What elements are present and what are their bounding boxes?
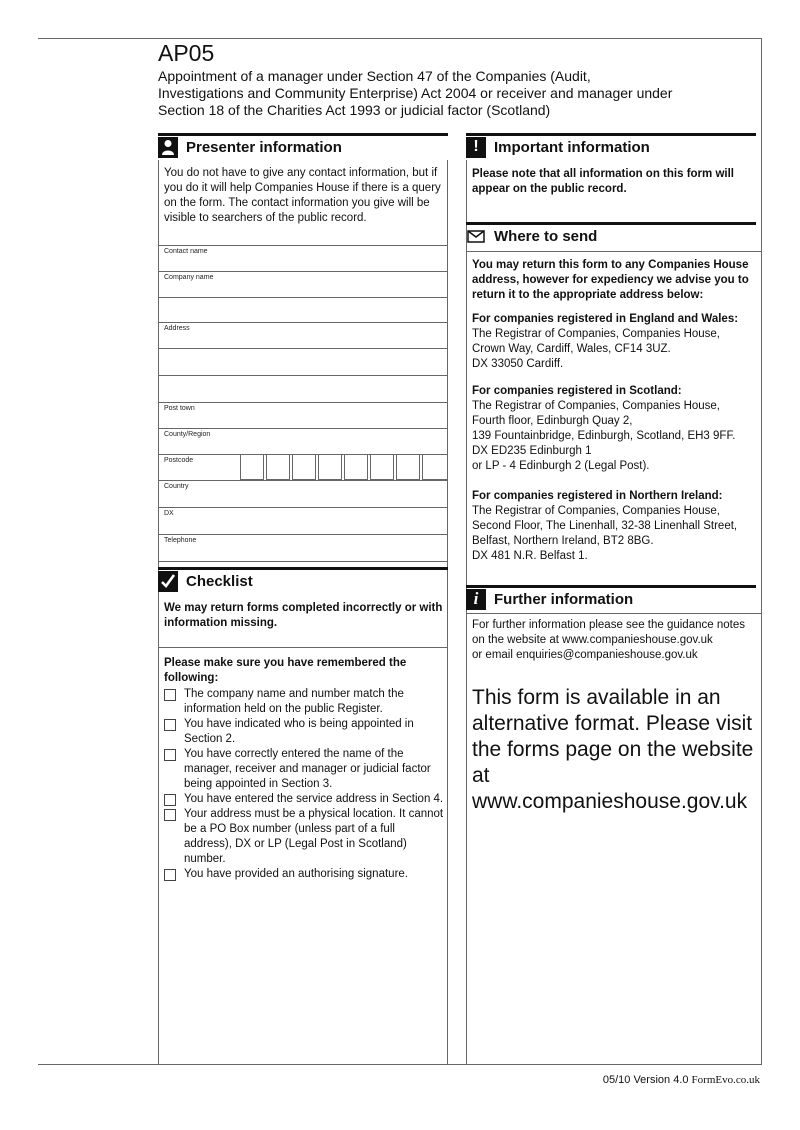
checkbox[interactable] xyxy=(164,869,176,881)
postcode-box[interactable] xyxy=(370,455,394,480)
address-line: DX 33050 Cardiff. xyxy=(472,358,564,370)
further-line: on the website at www.companieshouse.gov.uk xyxy=(472,634,713,646)
checklist-item[interactable] xyxy=(164,792,444,807)
footer xyxy=(603,1074,760,1086)
person-icon xyxy=(158,137,178,158)
where-to-send-heading-label: Where to send xyxy=(494,227,598,245)
company-name-line-2[interactable] xyxy=(158,297,447,324)
footer-version: 05/10 Version 4.0 xyxy=(602,1074,689,1086)
presenter-heading-label: Presenter information xyxy=(186,138,342,156)
checklist-item[interactable] xyxy=(164,717,444,747)
address-line: DX ED235 Edinburgh 1 xyxy=(472,445,592,457)
where-to-send-heading xyxy=(466,222,756,247)
post-town-field[interactable] xyxy=(158,402,447,429)
checkbox[interactable] xyxy=(164,749,176,761)
footer-brand: FormEvo.co.uk xyxy=(691,1074,760,1086)
company-name-field[interactable] xyxy=(158,271,447,298)
scotland-address-block xyxy=(472,384,760,474)
bottom-rule xyxy=(38,1064,762,1065)
further-divider xyxy=(466,613,761,614)
address-line: The Registrar of Companies, Companies House, xyxy=(472,328,721,340)
checklist-item-text: You have indicated who is being appointed in Section 2. xyxy=(184,718,414,745)
checklist-item-text: The company name and number match the information held on the public Register. xyxy=(184,688,404,715)
presenter-intro: You do not have to give any contact information, but if you do it will help Companies House if there is a query on the form. The contact information you give will be visible to searchers of the public record. xyxy=(164,167,441,224)
alternative-format-note: This form is available in an alternative format. Please visit the forms page on the website at www.companieshouse.gov.uk xyxy=(472,686,754,813)
where-to-send-intro: You may return this form to any Companies House address, however for expediency we advise you to return it to the appropriate address below: xyxy=(472,259,749,301)
checklist-item[interactable] xyxy=(164,807,444,867)
envelope-icon xyxy=(466,226,486,247)
checkmark-icon xyxy=(158,571,178,592)
checklist-item-text: Your address must be a physical location. It cannot be a PO Box number (unless part of a full address), DX or LP (Legal Post in Scotland) number. xyxy=(184,808,444,865)
county-field[interactable] xyxy=(158,428,447,455)
exclamation-icon: ! xyxy=(466,137,486,158)
postcode-box[interactable] xyxy=(266,455,290,480)
important-heading-label: Important information xyxy=(494,138,650,156)
telephone-field[interactable] xyxy=(158,534,447,562)
checklist-item-text: You have correctly entered the name of the manager, receiver and manager or judicial factor being appointed in Section 3. xyxy=(184,748,431,790)
address-line: The Registrar of Companies, Companies House, xyxy=(472,505,721,517)
address-line: The Registrar of Companies, Companies House, xyxy=(472,400,721,412)
country-field[interactable] xyxy=(158,480,447,507)
address-line: 139 Fountainbridge, Edinburgh, Scotland, EH3 9FF. xyxy=(472,430,736,442)
address-field[interactable] xyxy=(158,322,447,349)
dx-label: DX xyxy=(164,510,174,517)
right-column-border xyxy=(466,160,467,1064)
further-text xyxy=(472,618,760,663)
checklist-warning: We may return forms completed incorrectly or with information missing. xyxy=(164,602,443,629)
presenter-heading xyxy=(158,133,448,158)
checklist-heading-label: Checklist xyxy=(186,572,253,590)
important-heading xyxy=(466,133,756,158)
address-line: Crown Way, Cardiff, Wales, CF14 3UZ. xyxy=(472,343,671,355)
where-to-send-divider xyxy=(466,251,761,252)
contact-name-field[interactable] xyxy=(158,245,447,272)
address-line: Fourth floor, Edinburgh Quay 2, xyxy=(472,415,633,427)
checklist-item[interactable] xyxy=(164,867,444,882)
contact-name-label: Contact name xyxy=(164,248,208,255)
form-header xyxy=(158,40,678,119)
checklist-item[interactable] xyxy=(164,747,444,792)
further-heading xyxy=(466,585,756,610)
england-heading: For companies registered in England and Wales: xyxy=(472,313,739,325)
postcode-field[interactable] xyxy=(158,454,447,481)
ni-heading: For companies registered in Northern Ireland: xyxy=(472,490,723,502)
address-line-2[interactable] xyxy=(158,348,447,375)
top-rule xyxy=(38,38,762,39)
address-label: Address xyxy=(164,325,190,332)
checklist-item[interactable] xyxy=(164,687,444,717)
checkbox[interactable] xyxy=(164,719,176,731)
postcode-box[interactable] xyxy=(396,455,420,480)
telephone-label: Telephone xyxy=(164,537,197,544)
county-label: County/Region xyxy=(164,431,211,438)
address-line: DX 481 N.R. Belfast 1. xyxy=(472,550,588,562)
address-line-3[interactable] xyxy=(158,375,447,402)
checkbox[interactable] xyxy=(164,794,176,806)
ni-address-block xyxy=(472,489,760,564)
form-code: AP05 xyxy=(158,40,215,66)
checkbox[interactable] xyxy=(164,809,176,821)
scotland-heading: For companies registered in Scotland: xyxy=(472,385,682,397)
postcode-box[interactable] xyxy=(318,455,342,480)
further-line: For further information please see the guidance notes xyxy=(472,619,745,631)
postcode-box[interactable] xyxy=(422,455,448,480)
further-heading-label: Further information xyxy=(494,590,634,608)
england-address-block xyxy=(472,312,760,372)
address-line: Second Floor, The Linenhall, 32-38 Linenhall Street, xyxy=(472,520,738,532)
postcode-box[interactable] xyxy=(240,455,264,480)
postcode-box[interactable] xyxy=(292,455,316,480)
checklist-heading xyxy=(158,567,448,592)
checklist-item-text: You have entered the service address in Section 4. xyxy=(184,793,444,805)
further-line: or email enquiries@companieshouse.gov.uk xyxy=(472,649,698,661)
checklist-divider xyxy=(158,647,447,648)
address-line: Belfast, Northern Ireland, BT2 8BG. xyxy=(472,535,654,547)
info-icon: i xyxy=(466,589,486,610)
form-title: Appointment of a manager under Section 47 of the Companies (Audit, Investigations and Community Enterprise) Act 2004 or receiver and manager under Section 18 of the Charities Act 1993 or judicial factor (Scotland) xyxy=(158,68,673,118)
important-text: Please note that all information on this form will appear on the public record. xyxy=(472,168,734,195)
post-town-label: Post town xyxy=(164,405,195,412)
checkbox[interactable] xyxy=(164,689,176,701)
address-line: or LP - 4 Edinburgh 2 (Legal Post). xyxy=(472,460,650,472)
postcode-label: Postcode xyxy=(164,457,194,464)
company-name-label: Company name xyxy=(164,274,214,281)
right-border xyxy=(761,38,762,1064)
checklist-item-text: You have provided an authorising signature. xyxy=(184,868,408,880)
postcode-box[interactable] xyxy=(344,455,368,480)
checklist-intro: Please make sure you have remembered the following: xyxy=(164,657,407,684)
dx-field[interactable] xyxy=(158,507,447,534)
checklist-items xyxy=(164,687,444,882)
left-column-right-border xyxy=(447,160,448,1064)
country-label: Country xyxy=(164,483,189,490)
